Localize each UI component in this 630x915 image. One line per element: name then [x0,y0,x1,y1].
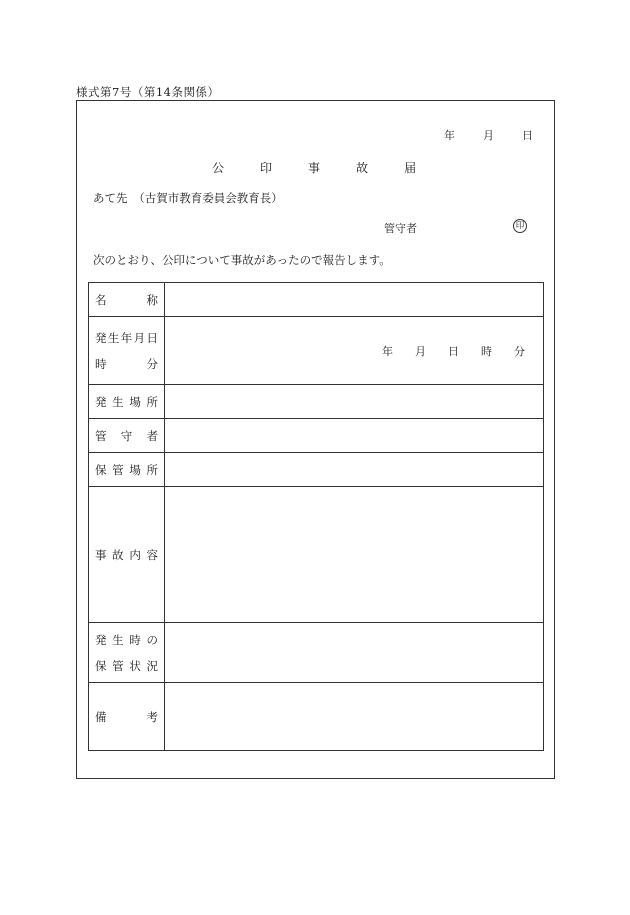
storage-place-value-cell[interactable] [165,453,544,487]
row-label-incident-details [89,487,165,623]
label-char: 守 [120,428,133,443]
title-char: 故 [356,161,369,175]
addressee: あて先 （古賀市教育委員会教育長） [93,191,283,205]
label-char: 発 [95,330,107,345]
unit-hour: 時 [481,344,492,358]
title-char: 届 [404,161,417,175]
title-char: 印 [260,161,273,175]
title-char: 事 [308,161,321,175]
label-char: 管 [95,428,107,443]
label-char: 生 [112,632,124,647]
storage-status-value-cell[interactable] [165,623,544,683]
label-char: 考 [146,709,158,724]
label-char: 発 [95,632,107,647]
table-row [89,419,544,453]
form-number-label: 様式第7号（第14条関係） [76,85,220,99]
table-row [89,385,544,419]
name-value-cell[interactable] [165,283,544,317]
label-char: 称 [146,292,158,307]
label-char: 事 [95,547,107,562]
label-char: 月 [133,330,146,345]
label-char: 状 [129,658,141,673]
label-char: 者 [146,428,158,443]
date-day-unit: 日 [522,129,533,142]
label-char: 年 [120,330,133,345]
table-row [89,623,544,683]
unit-month: 月 [415,344,426,358]
custodian-label: 管守者 [384,222,417,235]
date-year-unit: 年 [444,129,455,142]
remarks-value-cell[interactable] [165,683,544,751]
label-char: 生 [107,330,120,345]
row-label-remarks [89,683,165,751]
label-char: 容 [146,547,158,562]
row-label-storage-status [89,623,165,683]
label-char: 管 [112,658,124,673]
occurrence-datetime-value-cell[interactable] [165,317,544,385]
row-label-name [89,283,165,317]
row-label-occurrence-datetime [89,317,165,385]
custodian-value-cell[interactable] [165,419,544,453]
report-statement: 次のとおり、公印について事故があったので報告します。 [93,253,391,267]
unit-minute: 分 [514,344,525,358]
row-label-custodian [89,419,165,453]
seal-mark-icon: 印 [513,219,527,233]
row-label-occurrence-place [89,385,165,419]
label-char: 備 [95,709,107,724]
label-char: 況 [146,658,158,673]
row-label-storage-place [89,453,165,487]
incident-report-table [88,282,544,751]
table-row [89,317,544,385]
label-char: 保 [95,462,107,477]
label-char: の [146,632,158,647]
label-char: 発 [95,394,107,409]
label-char: 場 [129,462,141,477]
label-char: 故 [112,547,124,562]
label-char: 保 [95,658,107,673]
label-char: 管 [112,462,124,477]
label-char: 分 [146,356,158,371]
label-char: 日 [146,330,158,345]
label-char: 場 [129,394,141,409]
occurrence-place-value-cell[interactable] [165,385,544,419]
submission-date [444,127,533,143]
label-char: 内 [129,547,141,562]
label-char: 時 [129,632,141,647]
table-row [89,283,544,317]
label-char: 所 [146,394,158,409]
datetime-units [382,343,525,359]
label-char: 所 [146,462,158,477]
label-char: 時 [95,356,107,371]
table-row [89,487,544,623]
date-month-unit: 月 [483,129,494,142]
incident-details-value-cell[interactable] [165,487,544,623]
label-char: 名 [95,292,107,307]
unit-year: 年 [382,344,393,358]
table-row [89,683,544,751]
label-char: 生 [112,394,124,409]
unit-day: 日 [448,344,459,358]
table-row [89,453,544,487]
title-char: 公 [212,161,225,175]
document-title [212,159,416,176]
